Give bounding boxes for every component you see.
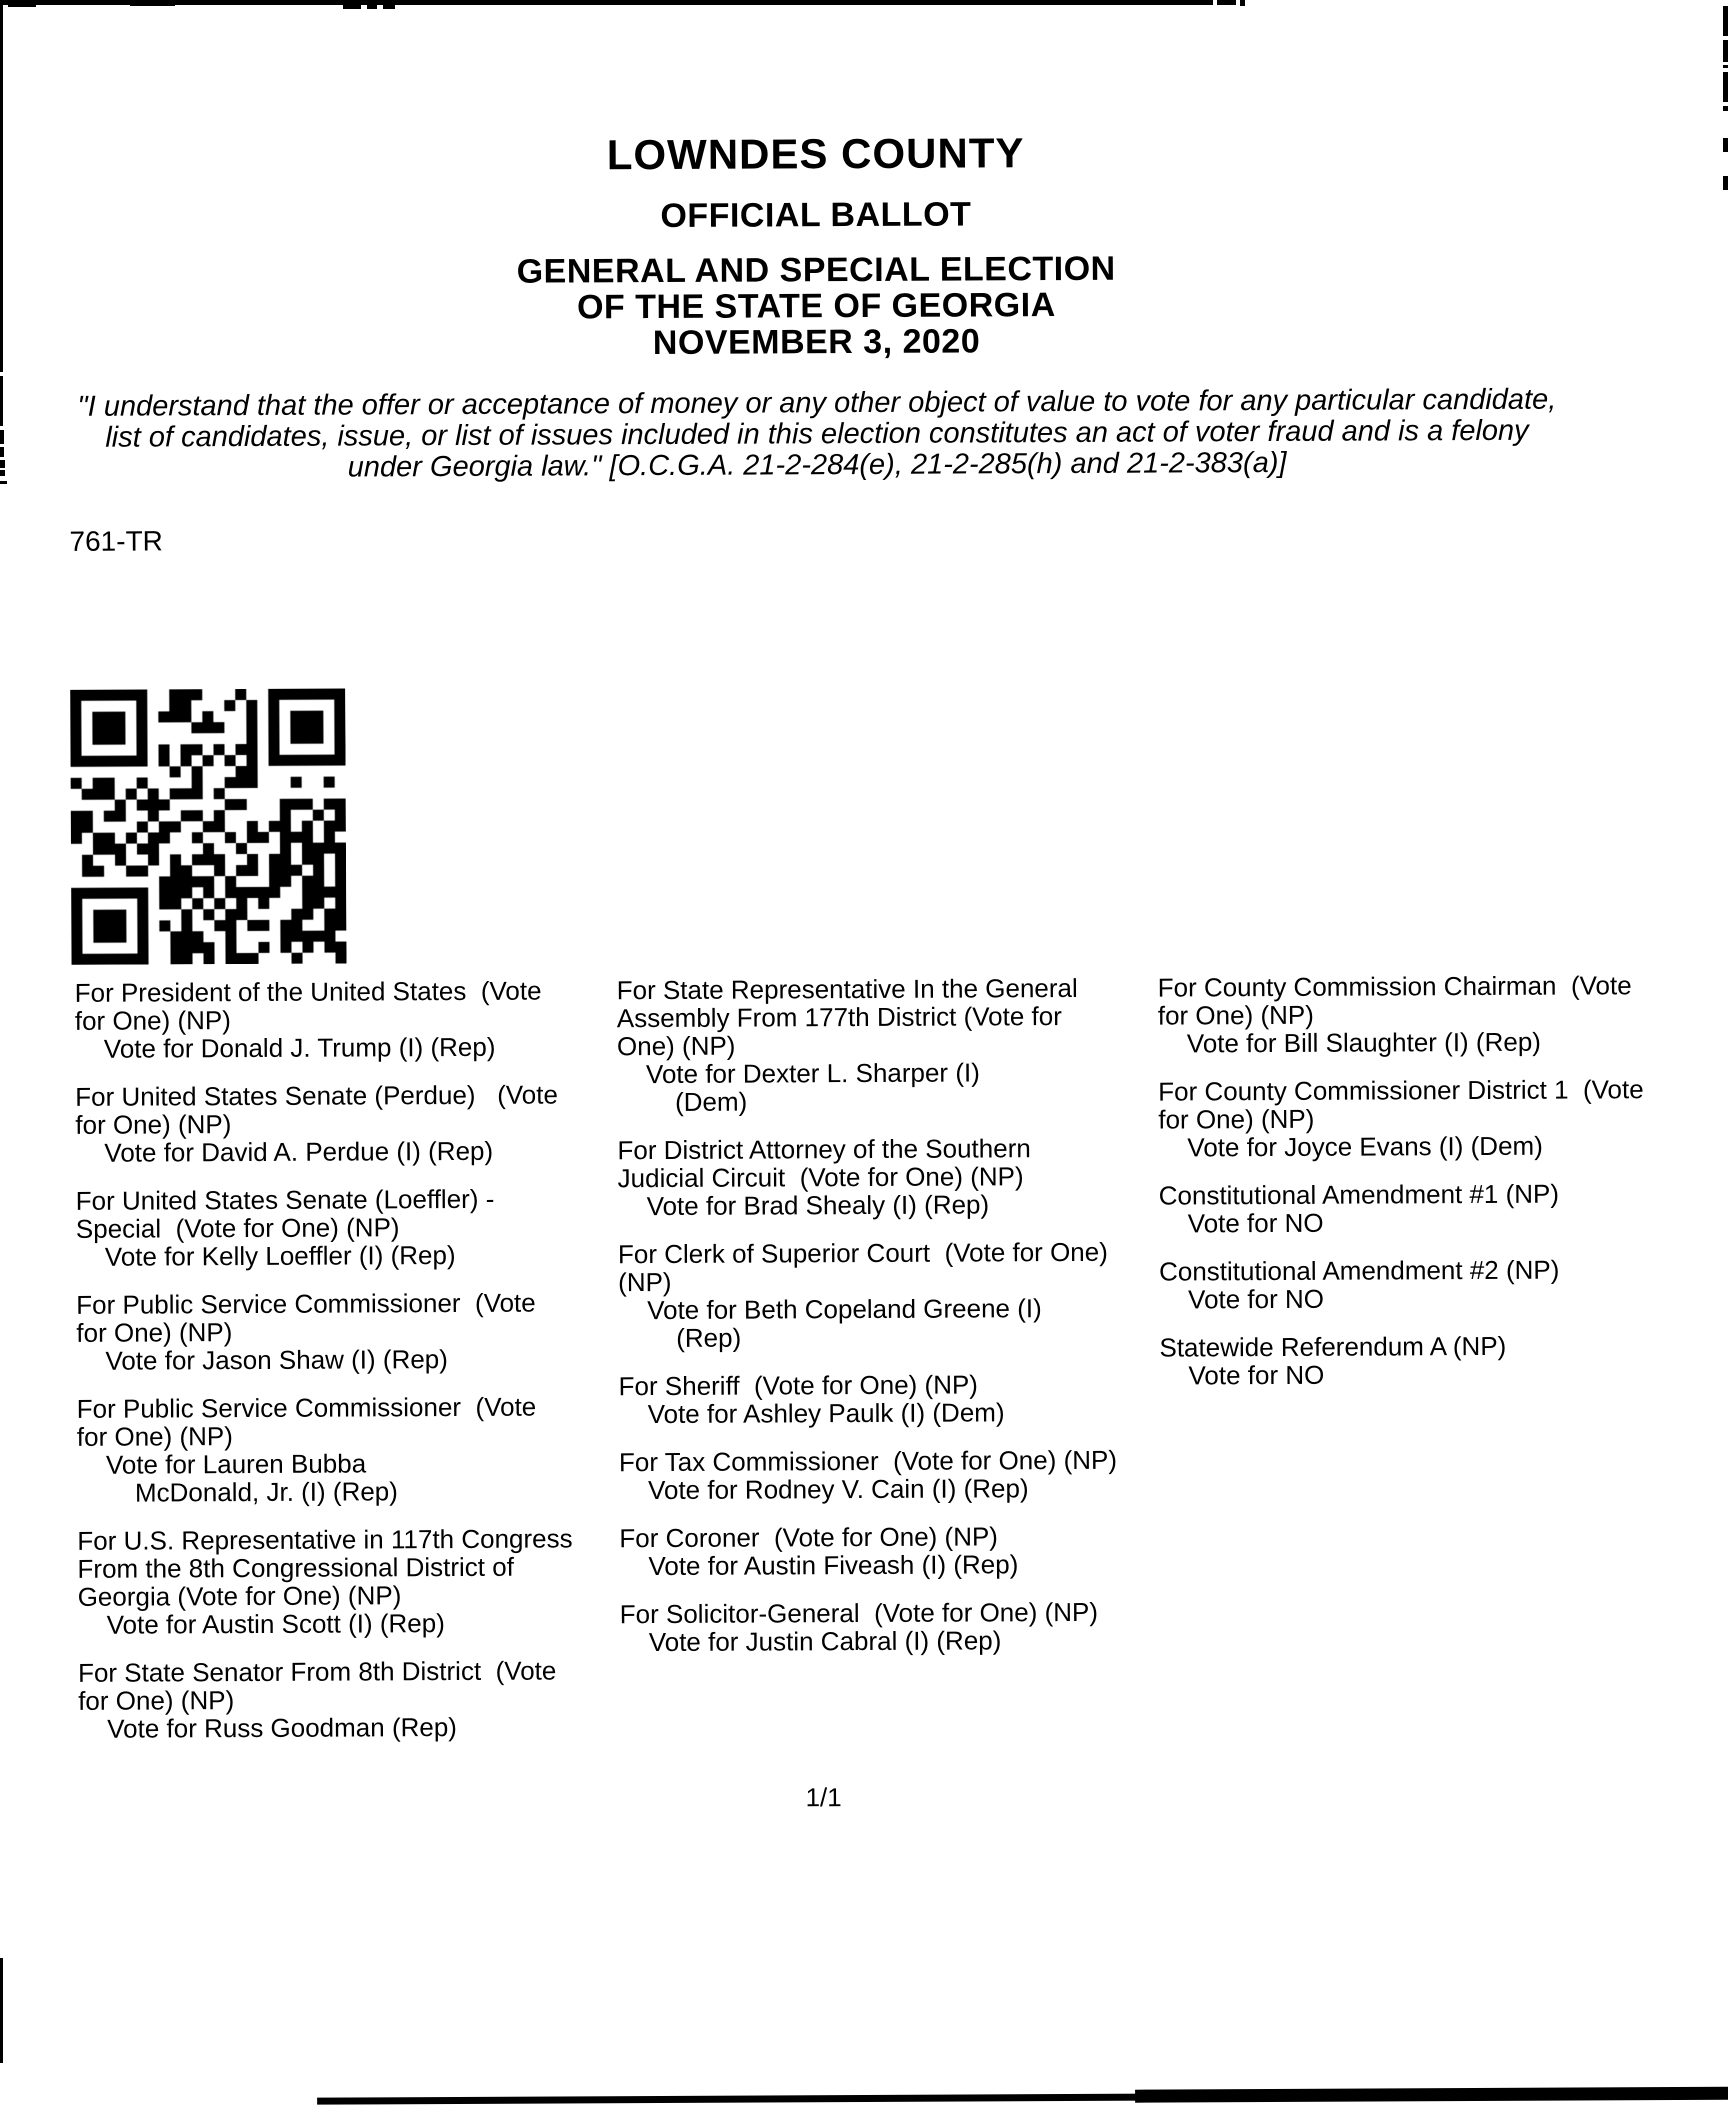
race-vote: Vote for Ashley Paulk (I) (Dem): [618, 1397, 1005, 1430]
race-vote: Vote for NO: [1159, 1283, 1325, 1315]
race-vote: Vote for Donald J. Trump (I) (Rep): [74, 1031, 496, 1064]
race-vote: Vote for Joyce Evans (I) (Dem): [1158, 1130, 1543, 1163]
race-block: [77, 1392, 643, 1507]
scan-mark-left-dash: [0, 430, 4, 444]
page-number: 1/1: [805, 1782, 842, 1813]
scan-mark-top-blob: [367, 0, 377, 9]
ballot-title: OFFICIAL BALLOT: [660, 195, 972, 235]
race-block: [77, 1524, 643, 1639]
race-block: [76, 1184, 641, 1271]
scan-mark-top-segment: [1217, 0, 1236, 5]
race-block: [617, 1133, 1182, 1220]
scan-bar-bottom-thick: [1135, 2087, 1728, 2103]
race-block: [1158, 971, 1723, 1058]
race-title: Constitutional Amendment #1 (NP): [1158, 1178, 1560, 1211]
race-vote: Vote for Austin Scott (I) (Rep): [77, 1608, 445, 1640]
race-vote: Vote for Justin Cabral (I) (Rep): [619, 1625, 1002, 1658]
ballot-column-2: [617, 973, 1185, 1676]
scan-mark-left-line: [0, 0, 3, 372]
scan-mark-left-bottom: [0, 1958, 3, 2063]
county-title: LOWNDES COUNTY: [606, 129, 1025, 179]
race-vote: Vote for David A. Perdue (I) (Rep): [75, 1135, 494, 1168]
ballot-column-1: [75, 976, 644, 1763]
race-title: For County Commissioner District 1 (Vote for One) (NP): [1158, 1074, 1644, 1135]
scan-mark-right-dash: [1723, 40, 1728, 62]
election-title: GENERAL AND SPECIAL ELECTION OF THE STATE OF GEORGIA NOVEMBER 3, 2020: [516, 249, 1116, 363]
precinct-code: 761-TR: [69, 525, 163, 557]
scan-mark-left-tick: [0, 481, 7, 484]
race-vote: Vote for Beth Copeland Greene (I) (Rep): [618, 1293, 1042, 1354]
scan-mark-left-dash: [0, 447, 4, 457]
race-block: [620, 1597, 1185, 1656]
scan-mark-top-tick: [1240, 0, 1245, 6]
voter-fraud-disclaimer: "I understand that the offer or acceptance of money or any other object of value to vote for any particular candidate, list of candidates, issue, or list of issues included in this election constitutes an act of voter fraud and is a felony under Georgia law." [O.C.G.A. 21-2-284(e), 21-2-285(h) and 21-2-383(a)]: [77, 383, 1557, 484]
race-title: For State Senator From 8th District (Vote for One) (NP): [77, 1655, 557, 1716]
scan-mark-top-blob: [383, 0, 395, 9]
race-block: [1159, 1331, 1724, 1390]
scan-mark-right-dash: [1723, 65, 1728, 68]
race-vote: Vote for Lauren Bubba McDonald, Jr. (I) (Rep): [76, 1448, 398, 1508]
scan-mark-top-line: [0, 0, 1213, 5]
race-title: For Clerk of Superior Court (Vote for One) (NP): [617, 1236, 1108, 1298]
race-vote: Vote for Austin Fiveash (I) (Rep): [619, 1549, 1019, 1582]
race-block: [619, 1521, 1184, 1580]
race-vote: Vote for Jason Shaw (I) (Rep): [76, 1344, 448, 1376]
race-block: [78, 1656, 643, 1743]
race-title: For Tax Commissioner (Vote for One) (NP): [618, 1444, 1118, 1478]
race-title: For United States Senate (Perdue) (Vote for One) (NP): [75, 1079, 558, 1140]
scan-mark-right-dash: [1723, 138, 1728, 152]
race-vote: Vote for Russ Goodman (Rep): [78, 1711, 457, 1744]
race-vote: Vote for NO: [1159, 1359, 1325, 1391]
scan-mark-right-dash: [1723, 6, 1728, 36]
race-vote: Vote for NO: [1158, 1207, 1324, 1239]
scan-mark-left-dash: [0, 460, 5, 468]
race-title: For President of the United States (Vote for One) (NP): [74, 975, 542, 1036]
race-vote: Vote for Rodney V. Cain (I) (Rep): [619, 1473, 1029, 1506]
race-title: For Sheriff (Vote for One) (NP): [618, 1369, 979, 1402]
race-title: For Solicitor-General (Vote for One) (NP): [619, 1596, 1099, 1630]
race-vote: Vote for Kelly Loeffler (I) (Rep): [75, 1239, 456, 1272]
race-block: [617, 973, 1183, 1116]
race-title: For State Representative In the General Assembly From 177th District (Vote for One) (NP): [616, 972, 1078, 1062]
race-title: For Coroner (Vote for One) (NP): [619, 1521, 998, 1554]
race-block: [619, 1445, 1184, 1504]
scan-mark-left-dash: [0, 470, 5, 476]
race-block: [618, 1237, 1184, 1352]
race-title: For U.S. Representative in 117th Congress From the 8th Congressional District of Georgia (Vote for One) (NP): [77, 1523, 573, 1612]
race-block: [76, 1288, 641, 1375]
scan-mark-right-dash: [1723, 106, 1728, 111]
race-block: [75, 1080, 640, 1167]
scan-mark-right-dash: [1723, 176, 1728, 190]
race-block: [1158, 1075, 1723, 1162]
scan-mark-top-blob: [130, 0, 175, 6]
scan-mark-right-dash: [1723, 72, 1728, 102]
race-title: For District Attorney of the Southern Judicial Circuit (Vote for One) (NP): [617, 1133, 1031, 1194]
race-vote: Vote for Brad Shealy (I) (Rep): [617, 1189, 990, 1222]
ballot-column-3: [1158, 971, 1725, 1410]
race-title: For United States Senate (Loeffler) - Special (Vote for One) (NP): [75, 1183, 495, 1244]
race-block: [619, 1369, 1184, 1428]
qr-code: [70, 689, 346, 965]
scan-mark-left-segment: [0, 376, 3, 426]
race-vote: Vote for Bill Slaughter (I) (Rep): [1157, 1026, 1541, 1059]
race-block: [1159, 1179, 1724, 1238]
race-title: For Public Service Commissioner (Vote for One) (NP): [76, 1391, 537, 1452]
race-title: For County Commission Chairman (Vote for One) (NP): [1157, 970, 1632, 1031]
race-block: [1159, 1255, 1724, 1314]
race-vote: Vote for Dexter L. Sharper (I) (Dem): [617, 1057, 980, 1118]
race-title: Statewide Referendum A (NP): [1159, 1330, 1507, 1363]
scan-mark-top-blob: [343, 0, 361, 9]
race-block: [75, 976, 640, 1063]
scan-mark-top-blob: [8, 0, 36, 7]
race-title: Constitutional Amendment #2 (NP): [1158, 1254, 1560, 1287]
race-title: For Public Service Commissioner (Vote for One) (NP): [76, 1287, 536, 1348]
